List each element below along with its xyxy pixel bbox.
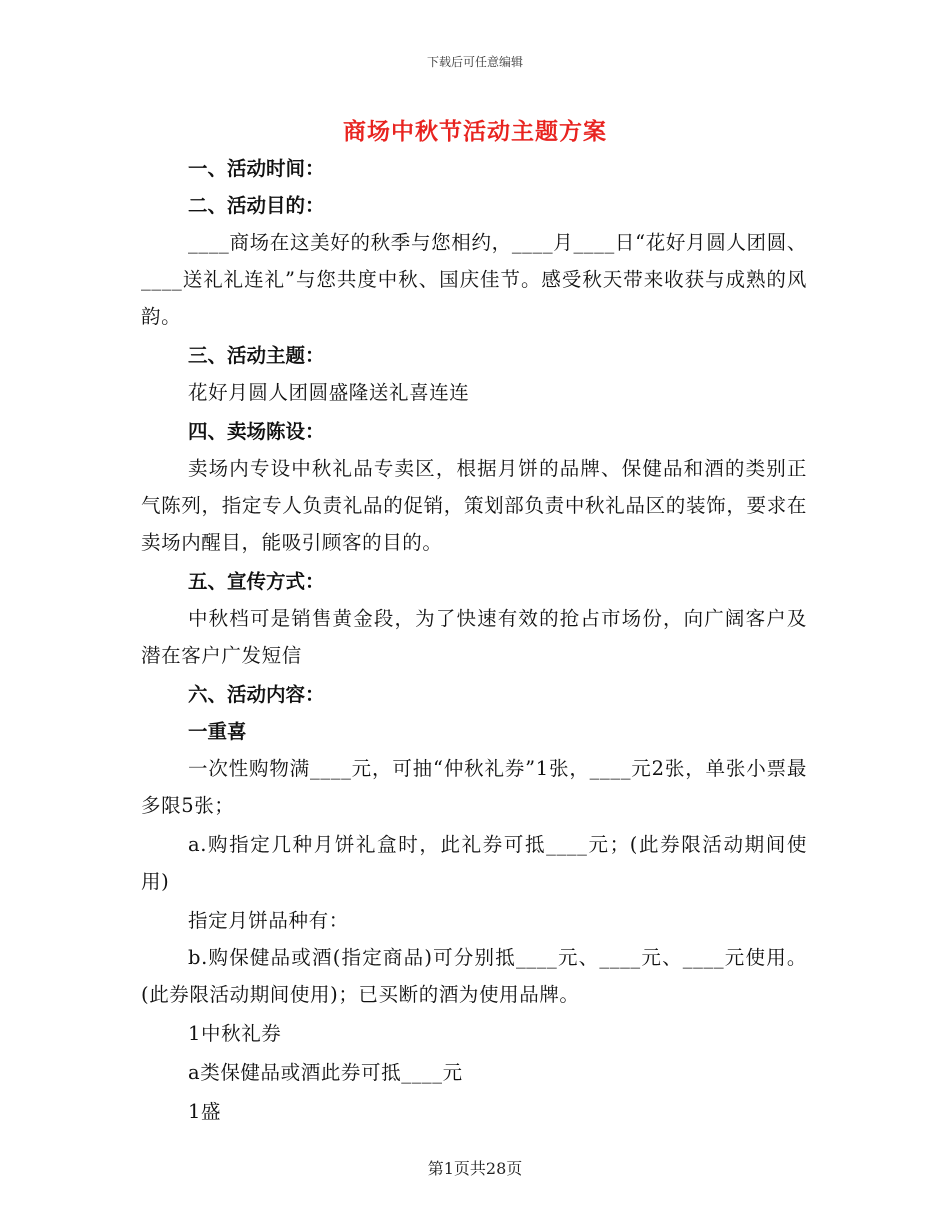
paragraph-content-5: 1中秋礼券	[188, 1022, 282, 1045]
subheading-first-joy: 一重喜	[188, 720, 247, 743]
paragraph-theme: 花好月圆人团圆盛隆送礼喜连连	[188, 381, 470, 404]
paragraph-content-1: 一次性购物满____元，可抽“仲秋礼券”1张，____元2张，单张小票最多限5张；	[141, 757, 807, 817]
section-heading-display: 四、卖场陈设：	[188, 420, 325, 443]
page-number: 第1页共28页	[427, 1159, 523, 1178]
paragraph-content-3: 指定月饼品种有：	[188, 909, 349, 932]
section-heading-time: 一、活动时间：	[188, 157, 325, 180]
section-heading-promotion: 五、宣传方式：	[188, 570, 325, 593]
header-note: 下载后可任意编辑	[426, 55, 523, 69]
paragraph-content-7: 1盛	[188, 1100, 222, 1123]
section-heading-content: 六、活动内容：	[188, 683, 325, 706]
section-heading-theme: 三、活动主题：	[188, 344, 325, 367]
paragraph-content-2: a.购指定几种月饼礼盒时，此礼券可抵____元；(此券限活动期间使用)	[141, 833, 807, 893]
document-title: 商场中秋节活动主题方案	[343, 118, 607, 145]
paragraph-display: 卖场内专设中秋礼品专卖区，根据月饼的品牌、保健品和酒的类别正气陈列，指定专人负责礼品的促销，策划部负责中秋礼品区的装饰，要求在卖场内醒目，能吸引顾客的目的。	[141, 457, 807, 554]
paragraph-content-4: b.购保健品或酒(指定商品)可分别抵____元、____元、____元使用。(此券限活动期间使用)；已买断的酒为使用品牌。	[141, 946, 807, 1006]
paragraph-content-6: a类保健品或酒此券可抵____元	[188, 1061, 463, 1084]
section-heading-purpose: 二、活动目的：	[188, 194, 325, 217]
paragraph-purpose: ____商场在这美好的秋季与您相约，____月____日“花好月圆人团圆、____送礼礼连礼”与您共度中秋、国庆佳节。感受秋天带来收获与成熟的风韵。	[141, 231, 807, 328]
paragraph-promotion: 中秋档可是销售黄金段，为了快速有效的抢占市场份，向广阔客户及潜在客户广发短信	[141, 607, 807, 667]
document-body	[141, 150, 807, 1130]
